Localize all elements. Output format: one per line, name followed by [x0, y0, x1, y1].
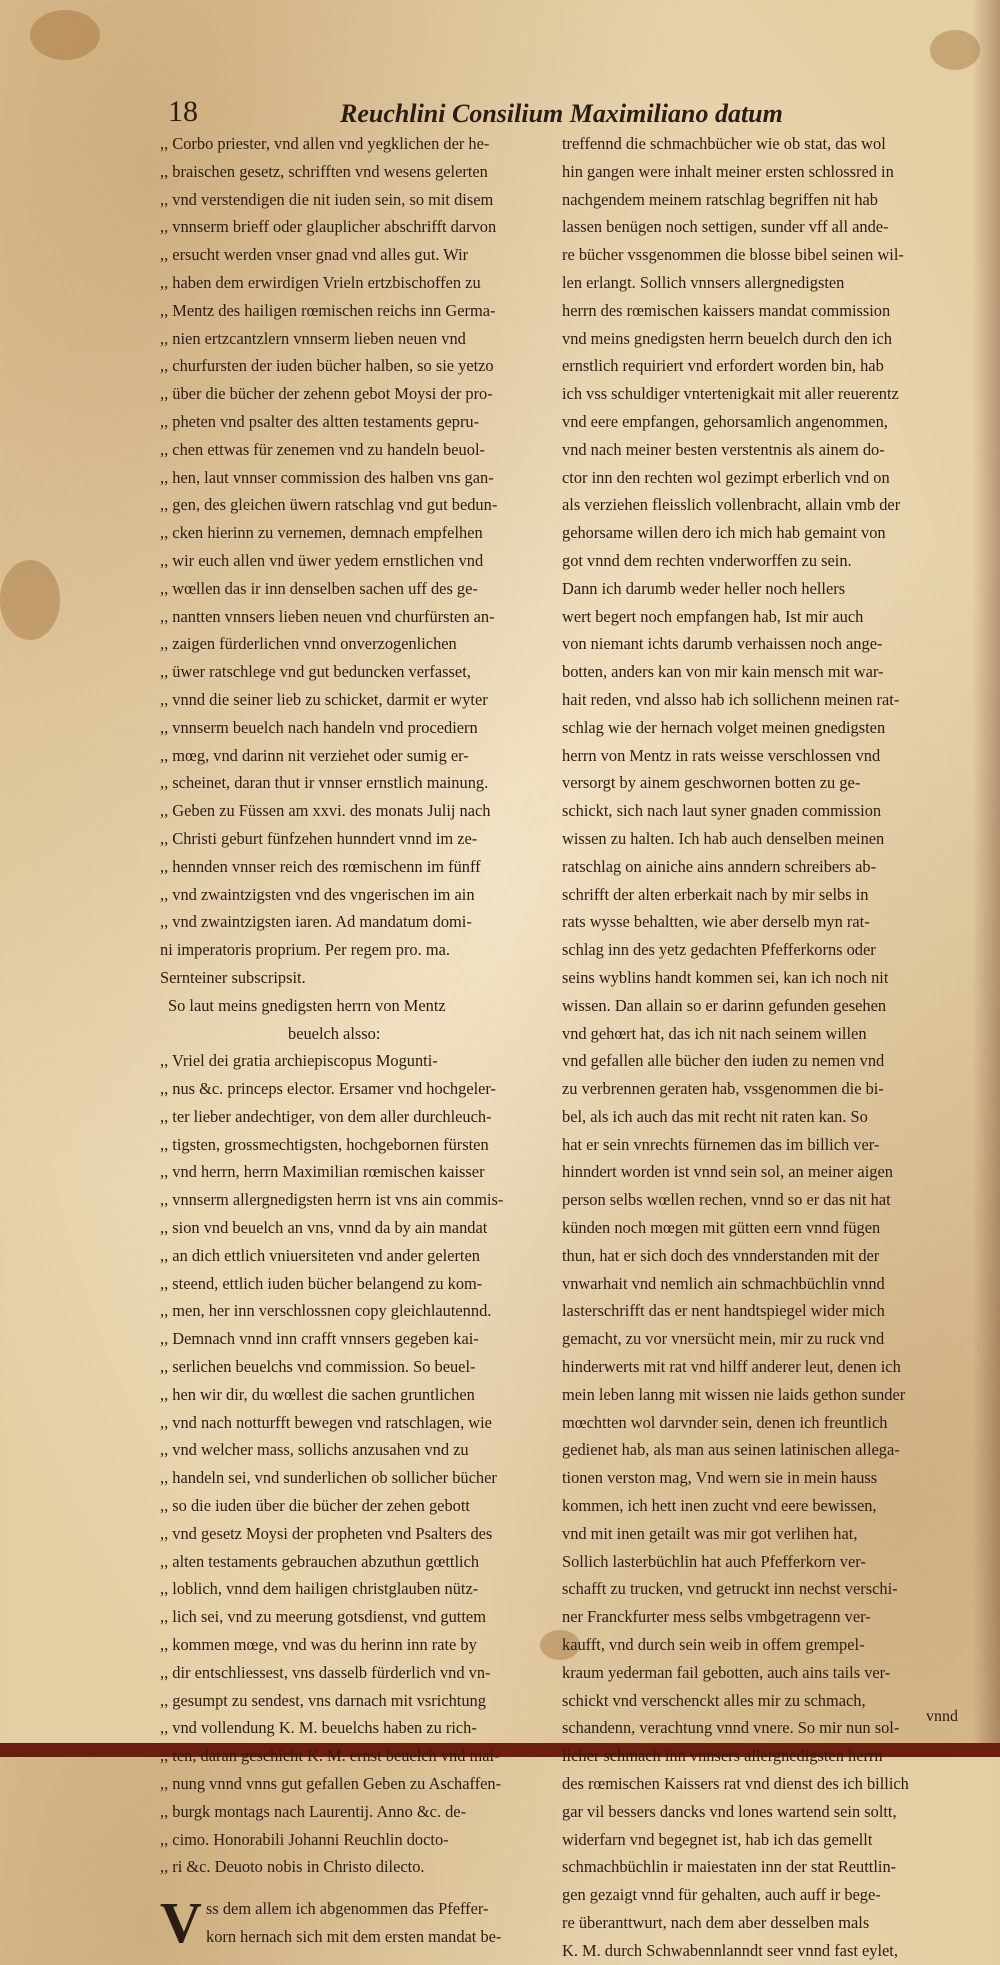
- text-line: licher schmach inn vnnsers allergnedigsten herrn: [562, 1746, 883, 1766]
- page-edge-shadow: [972, 0, 1000, 1757]
- left-column: [160, 130, 550, 1956]
- text-line: ,, üwer ratschlege vnd gut beduncken verfasset,: [160, 662, 471, 682]
- page-number: 18: [168, 95, 198, 128]
- text-line: ernstlich requiriert vnd erfordert worden bin, hab: [562, 356, 884, 376]
- text-line: ,, über die bücher der zehenn gebot Moysi der pro-: [160, 384, 493, 404]
- text-line: ,, Vriel dei gratia archiepiscopus Mogunti-: [160, 1051, 438, 1071]
- text-line: ,, kommen mœge, vnd was du herinn inn rate by: [160, 1635, 477, 1655]
- text-line: kommen, ich hett inen zucht vnd eere bewissen,: [562, 1496, 877, 1516]
- text-line: re überanttwurt, nach dem aber desselben mals: [562, 1913, 870, 1932]
- subheading-line-2: beuelch alsso:: [288, 1023, 381, 1043]
- letter-block-uriel: [160, 1047, 550, 1881]
- text-line: ,, ten, daran geschicht K. M. ernst beuelch vnd mai-: [160, 1746, 500, 1766]
- text-line: schafft zu trucken, vnd getruckt inn nechst verschi-: [562, 1579, 898, 1599]
- text-line: zu verbrennen geraten hab, vssgenommen die bi-: [562, 1079, 884, 1099]
- text-line: ,, churfursten der iuden bücher halben, so sie yetzo: [160, 356, 494, 376]
- text-line: tionen verston mag, Vnd wern sie in mein hauss: [562, 1468, 878, 1488]
- text-line: ratschlag on ainiche ains anndern schreibers ab-: [562, 856, 877, 876]
- running-title: Reuchlini Consilium Maximiliano datum: [340, 99, 783, 128]
- text-line: des rœmischen Kaissers rat vnd dienst des ich billich: [562, 1774, 909, 1794]
- text-line: von niemant ichts darumb verhaissen noch ange-: [562, 634, 883, 654]
- text-line: ,, vnnserm allergnedigsten herrn ist vns ain commis-: [160, 1190, 504, 1210]
- text-line: schandenn, verachtung vnnd vnere. So mir nun sol-: [562, 1718, 900, 1738]
- text-line: gehorsame willen dero ich mich hab gemaint von: [562, 523, 886, 543]
- text-line: ,, vnd nach notturfft bewegen vnd ratschlagen, wie: [160, 1412, 492, 1432]
- text-line: hait reden, vnd alsso hab ich sollichenn meinen rat-: [562, 689, 900, 709]
- text-line: ,, vnnserm beuelch nach handeln vnd procediern: [160, 717, 478, 737]
- text-line: ,, Corbo priester, vnd allen vnd yegklichen der he-: [160, 134, 490, 153]
- text-line: Sernteiner subscripsit.: [160, 967, 306, 987]
- text-line: K. M. durch Schwabennlanndt seer vnnd fast eylet,: [562, 1940, 898, 1960]
- text-line: ,, tigsten, grossmechtigsten, hochgebornen fürsten: [160, 1134, 489, 1154]
- text-line: ss dem allem ich abgenommen das Pfeffer-: [206, 1899, 489, 1919]
- text-line: vnd gefallen alle bücher den iuden zu nemen vnd: [562, 1051, 885, 1071]
- text-line: ,, Demnach vnnd inn crafft vnnsers gegeben kai-: [160, 1329, 479, 1349]
- text-line: widerfarn vnd begegnet ist, hab ich das gemellt: [562, 1829, 873, 1849]
- text-line: ,, vnd gesetz Moysi der propheten vnd Psalters des: [160, 1523, 493, 1543]
- text-line: lassen benügen noch settigen, sunder vff all ande-: [562, 217, 889, 237]
- text-line: herrn von Mentz in rats weisse verschlossen vnd: [562, 745, 881, 765]
- text-line: ,, hennden vnnser reich des rœmischenn im fünff: [160, 856, 481, 876]
- text-line: ,, gen, des gleichen üwern ratschlag vnd gut bedun-: [160, 495, 498, 515]
- right-column: [562, 130, 962, 1965]
- text-line: ,, chen ettwas für zenemen vnd zu handeln beuol-: [160, 439, 485, 459]
- text-line: Dann ich darumb weder heller noch hellers: [562, 578, 846, 598]
- text-line: ,, nantten vnnsers lieben neuen vnd churfürsten an-: [160, 606, 495, 626]
- text-line: botten, anders kan von mir kain mensch mit war-: [562, 662, 884, 682]
- text-line: hat er sein vnrechts fürnemen das im billich ver-: [562, 1134, 880, 1154]
- text-line: schlag wie der hernach volget meinen gnedigsten: [562, 717, 886, 737]
- text-line: ,, an dich ettlich vniuersiteten vnd ander gelerten: [160, 1245, 480, 1265]
- drop-cap: V: [160, 1890, 202, 1956]
- text-line: ,, vnnd die seiner lieb zu schicket, darmit er wyter: [160, 689, 488, 709]
- text-line: ,, cimo. Honorabili Johanni Reuchlin docto-: [160, 1829, 449, 1849]
- text-line: ,, Christi geburt fünfzehen hunndert vnnd im ze-: [160, 828, 478, 848]
- text-line: ,, sion vnd beuelch an vns, vnnd da by ain mandat: [160, 1218, 488, 1238]
- text-line: ,, serlichen beuelchs vnd commission. So beuel-: [160, 1357, 476, 1377]
- foxing-stain: [0, 560, 60, 640]
- text-line: gemacht, zu vor vnersücht mein, mir zu ruck vnd: [562, 1329, 885, 1349]
- text-line: thun, hat er sich doch des vnnderstanden mit der: [562, 1245, 880, 1265]
- text-line: ,, vnd herrn, herrn Maximilian rœmischen kaisser: [160, 1162, 485, 1182]
- text-line: gen gezaigt vnnd für gehalten, auch auff ir bege-: [562, 1885, 881, 1905]
- text-line: kraum yederman fail gebotten, auch ains tails ver-: [562, 1662, 891, 1682]
- text-line: ,, nien ertzcantzlern vnnserm lieben neuen vnd: [160, 328, 466, 348]
- text-line: wissen zu halten. Ich hab auch denselben meinen: [562, 828, 885, 848]
- text-line: re bücher vssgenommen die blosse bibel seinen wil-: [562, 245, 904, 265]
- text-line: ,, alten testaments gebrauchen abzuthun gœttlich: [160, 1551, 480, 1571]
- text-line: herrn des rœmischen kaissers mandat commission: [562, 300, 891, 320]
- text-line: ,, gesumpt zu sendest, vns darnach mit vsrichtung: [160, 1690, 486, 1710]
- text-line: len erlangt. Sollich vnnsers allergnedigsten: [562, 272, 845, 292]
- text-line: bel, als ich auch das mit recht nit raten kan. So: [562, 1106, 868, 1126]
- text-line: ,, zaigen fürderlichen vnnd onverzogenlichen: [160, 634, 457, 654]
- text-line: vnd mit inen getailt was mir got verlihen hat,: [562, 1523, 858, 1543]
- text-line: Sollich lasterbüchlin hat auch Pfefferkorn ver-: [562, 1551, 866, 1571]
- text-line: gar vil bessers dancks vnd lones wartend sein soltt,: [562, 1801, 897, 1821]
- letter-block-maximilian: [160, 130, 550, 992]
- text-line: person selbs wœllen rechen, vnnd so er das nit hat: [562, 1190, 891, 1210]
- text-line: ,, Mentz des hailigen rœmischen reichs inn Germa-: [160, 300, 496, 320]
- text-line: ,, so die iuden über die bücher der zehen gebott: [160, 1496, 470, 1516]
- text-line: kaufft, vnd durch sein weib in offem grempel-: [562, 1635, 865, 1655]
- text-line: ,, hen wir dir, du wœllest die sachen gruntlichen: [160, 1384, 475, 1404]
- text-line: vnwarhait vnd nemlich ain schmachbüchlin vnnd: [562, 1273, 885, 1293]
- text-line: schrifft der alten erberkait nach by mir selbs in: [562, 884, 869, 904]
- text-line: als verziehen fleisslich vollenbracht, allain vmb der: [562, 495, 901, 515]
- foxing-stain: [30, 10, 100, 60]
- text-line: gedienet hab, als man aus seinen latinischen allega-: [562, 1440, 900, 1460]
- text-line: mein leben lanng mit wissen nie laids gethon sunder: [562, 1384, 906, 1404]
- text-line: ,, vnnserm brieff oder glauplicher abschrifft darvon: [160, 217, 497, 237]
- text-line: ,, burgk montags nach Laurentij. Anno &c. de-: [160, 1801, 467, 1821]
- text-line: ,, vnd verstendigen die nit iuden sein, so mit disem: [160, 189, 494, 209]
- text-line: lasterschrifft das er nent handtspiegel wider mich: [562, 1301, 885, 1321]
- text-line: ,, ersucht werden vnser gnad vnd alles gut. Wir: [160, 245, 469, 265]
- text-line: ,, loblich, vnnd dem hailigen christglauben nütz-: [160, 1579, 479, 1599]
- text-line: künden noch mœgen mit gütten eern vnnd fügen: [562, 1218, 881, 1238]
- text-line: ,, braischen gesetz, schrifften vnd wesens gelerten: [160, 161, 488, 181]
- text-line: ,, mœg, vnd darinn nit verziehet oder sumig er-: [160, 745, 469, 765]
- text-line: ,, nung vnnd vnns gut gefallen Geben zu Aschaffen-: [160, 1774, 502, 1794]
- text-line: ,, steend, ettlich iuden bücher belangend zu kom-: [160, 1273, 483, 1293]
- text-line: wissen. Dan allain so er darinn gefunden gesehen: [562, 995, 887, 1015]
- text-line: ,, wir euch allen vnd üwer yedem ernstlichen vnd: [160, 550, 484, 570]
- text-line: vnd eere empfangen, gehorsamlich angenommen,: [562, 411, 888, 431]
- text-line: ni imperatoris proprium. Per regem pro. ma.: [160, 940, 450, 960]
- text-line: vnd meins gnedigsten herrn beuelch durch den ich: [562, 328, 892, 348]
- text-line: schlag inn des yetz gedachten Pfefferkorns oder: [562, 940, 876, 960]
- text-line: ,, nus &c. princeps elector. Ersamer vnd hochgeler-: [160, 1079, 497, 1099]
- text-line: schickt vnd verschenckt alles mir zu schmach,: [562, 1690, 866, 1710]
- text-line: ,, lich sei, vnd zu meerung gotsdienst, vnd guttem: [160, 1607, 486, 1627]
- text-line: ,, hen, laut vnnser commission des halben vns gan-: [160, 467, 494, 487]
- opening-paragraph: [160, 1890, 550, 1956]
- text-line: schmachbüchlin ir maiestaten inn der stat Reuttlin-: [562, 1857, 897, 1877]
- right-text-block: [562, 130, 962, 1965]
- text-line: ,, handeln sei, vnd sunderlichen ob sollicher bücher: [160, 1468, 497, 1488]
- text-line: nachgendem meinem ratschlag begriffen nit hab: [562, 189, 879, 209]
- text-line: ,, haben dem erwirdigen Vrieln ertzbischoffen zu: [160, 272, 481, 292]
- text-line: ,, cken hierinn zu vernemen, demnach empfelhen: [160, 523, 483, 543]
- text-line: treffennd die schmachbücher wie ob stat, das wol: [562, 134, 886, 153]
- text-line: ,, men, her inn verschlossnen copy gleichlautennd.: [160, 1301, 492, 1321]
- text-line: ,, ri &c. Deuoto nobis in Christo dilecto.: [160, 1857, 425, 1877]
- text-line: ,, vnd vollendung K. M. beuelchs haben zu rich-: [160, 1718, 477, 1738]
- text-line: korn hernach sich mit dem ersten mandat be-: [206, 1927, 502, 1946]
- text-line: schickt, sich nach laut syner gnaden commission: [562, 801, 882, 821]
- text-line: ,, vnd zwaintzigsten iaren. Ad mandatum domi-: [160, 912, 472, 932]
- text-line: mœchtten wol darvnder sein, denen ich freuntlich: [562, 1412, 888, 1432]
- text-line: ,, wœllen das ir inn denselben sachen uff des ge-: [160, 578, 478, 598]
- text-line: ,, ter lieber andechtiger, von dem aller durchleuch-: [160, 1106, 492, 1126]
- text-line: ,, vnd welcher mass, sollichs anzusahen vnd zu: [160, 1440, 469, 1460]
- subheading-line-1: So laut meins gnedigsten herrn von Mentz: [168, 995, 446, 1015]
- text-line: ctor inn den rechten wol gezimpt erberlich vnd on: [562, 467, 890, 487]
- text-line: vnd gehœrt hat, das ich nit nach seinem willen: [562, 1023, 867, 1043]
- text-line: ,, Geben zu Füssen am xxvi. des monats Julij nach: [160, 801, 491, 821]
- text-line: got vnnd dem rechten vnderworffen zu sein.: [562, 550, 852, 570]
- text-line: ich vss schuldiger vntertenigkait mit aller reuerentz: [562, 384, 899, 404]
- text-line: vnd nach meiner besten verstentnis als ainem do-: [562, 439, 885, 459]
- text-line: hin gangen were inhalt meiner ersten schlossred in: [562, 161, 894, 181]
- text-line: versorgt by ainem geschwornen botten zu ge-: [562, 773, 861, 793]
- text-line: ,, vnd zwaintzigsten vnd des vngerischen im ain: [160, 884, 475, 904]
- text-line: hinndert worden ist vnnd sein sol, an meiner aigen: [562, 1162, 893, 1182]
- text-line: seins wyblins handt kommen sei, kan ich noch nit: [562, 967, 889, 987]
- foxing-stain: [930, 30, 980, 70]
- text-line: ,, dir entschliessest, vns dasselb fürderlich vnd vn-: [160, 1662, 491, 1682]
- text-line: ,, scheinet, daran thut ir vnnser ernstlich mainung.: [160, 773, 489, 793]
- text-line: hinderwerts mit rat vnd hilff anderer leut, denen ich: [562, 1357, 901, 1377]
- text-line: wert begert noch empfangen hab, Ist mir auch: [562, 606, 864, 626]
- text-line: ner Franckfurter mess selbs vmbgetragenn ver-: [562, 1607, 871, 1627]
- catchword: vnnd: [926, 1708, 958, 1725]
- text-line: ,, pheten vnd psalter des altten testaments gepru-: [160, 411, 480, 431]
- text-line: rats wysse behaltten, wie aber derselb myn rat-: [562, 912, 870, 932]
